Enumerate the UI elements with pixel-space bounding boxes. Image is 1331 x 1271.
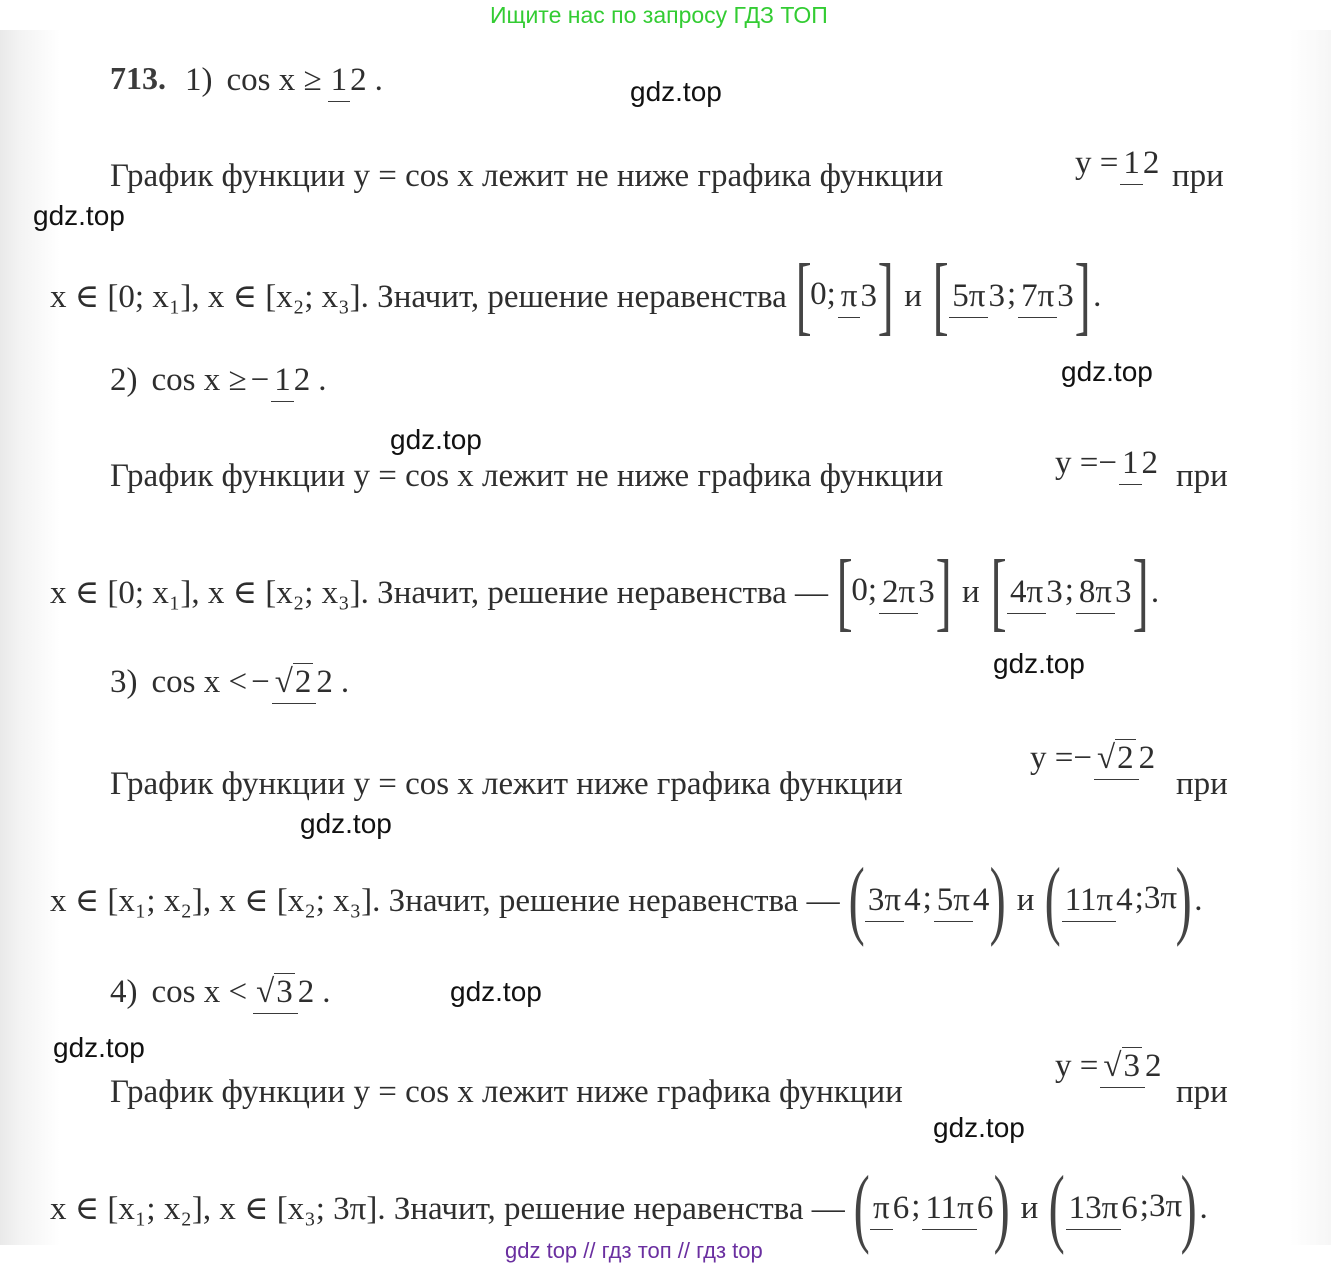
bracket-open: (	[1048, 1159, 1066, 1256]
numerator	[1066, 1190, 1122, 1230]
period: .	[322, 974, 331, 1010]
item-label: 1)	[185, 62, 213, 98]
function-expression	[1075, 145, 1161, 182]
numerator-value: 5π	[936, 881, 970, 918]
interval-2	[1048, 1159, 1197, 1256]
interval-1	[848, 851, 1007, 948]
watermark: gdz.top	[450, 976, 542, 1007]
inequality-1	[185, 62, 383, 99]
problem-number: 713.	[110, 60, 166, 96]
denominator: 3	[988, 277, 1005, 314]
interval-start-fraction	[865, 881, 921, 918]
interval-end-fraction	[838, 277, 877, 314]
bracket-close: ]	[1132, 543, 1149, 640]
numerator-value: 8π	[1078, 573, 1113, 610]
bracket-close: )	[990, 851, 1007, 948]
solution-line	[50, 543, 1160, 640]
semicolon: ;	[1006, 275, 1017, 312]
function-fraction	[1119, 447, 1158, 480]
watermark: gdz.top	[933, 1112, 1025, 1143]
watermark: gdz.top	[630, 76, 722, 107]
interval-end-fraction	[1076, 573, 1132, 610]
numerator-value: 3π	[867, 881, 902, 918]
bottom-banner[interactable]: gdz top // гдз топ // гдз top	[505, 1238, 763, 1263]
word-pri: при	[1176, 458, 1228, 494]
bracket-close: ]	[935, 543, 952, 640]
interval-1	[795, 247, 894, 344]
numerator-value: 7π	[1021, 277, 1055, 314]
interval-start: 0	[851, 571, 868, 608]
denominator: 3	[1057, 277, 1074, 314]
numerator	[1094, 740, 1139, 780]
denominator: 4	[1116, 881, 1133, 918]
minus-sign: −	[250, 362, 270, 398]
denominator: 3	[1046, 573, 1063, 610]
radicand: 2	[294, 664, 312, 700]
period: .	[1093, 277, 1102, 314]
numerator	[271, 362, 294, 402]
numerator	[272, 664, 317, 704]
interval-2	[990, 543, 1149, 640]
radicand: 3	[276, 974, 293, 1010]
y-equals: y =	[1075, 145, 1119, 181]
period: .	[340, 664, 350, 700]
interval-start-fraction	[949, 277, 1005, 314]
period: .	[1150, 573, 1160, 610]
semicolon: ;	[1139, 1187, 1149, 1224]
semicolon: ;	[1134, 879, 1144, 916]
numerator-value: 5π	[952, 277, 986, 314]
statement-line: График функции y = cos x лежит не ниже графика функции	[110, 458, 944, 494]
interval-1	[836, 543, 952, 640]
numerator-value: 11π	[1064, 881, 1114, 918]
numerator	[1120, 145, 1143, 185]
interval-end-fraction	[1018, 277, 1074, 314]
watermark: gdz.top	[53, 1032, 145, 1063]
square-root	[256, 976, 295, 1009]
inequality-lhs: cos x <	[151, 664, 248, 700]
denominator: 2	[1145, 1048, 1162, 1084]
denominator: 2	[1141, 445, 1158, 481]
interval-1	[853, 1159, 1011, 1256]
numerator-value: 4π	[1010, 573, 1044, 610]
numerator	[253, 974, 298, 1014]
interval-start-fraction	[1007, 573, 1063, 610]
numerator-value: 11π	[925, 1189, 974, 1226]
top-banner[interactable]: Ищите нас по запросу ГДЗ ТОП	[490, 2, 828, 28]
inequality-4	[110, 974, 330, 1011]
bracket-close: )	[1175, 851, 1192, 948]
statement-line: График функции y = cos x лежит ниже графика функции	[110, 1074, 903, 1110]
inequality-rhs-fraction	[271, 364, 310, 397]
y-equals: y =	[1055, 1048, 1099, 1084]
conjunction-i: и	[1016, 881, 1035, 918]
period: .	[318, 362, 327, 398]
watermark: gdz.top	[390, 424, 482, 455]
numerator-value: 2π	[882, 573, 916, 610]
denominator: 3	[918, 573, 935, 610]
numerator-value: 1	[330, 62, 348, 98]
bracket-close: )	[1180, 1159, 1197, 1256]
minus-sign: −	[1073, 740, 1092, 776]
interval-2	[932, 247, 1091, 344]
function-expression	[1055, 1048, 1164, 1085]
function-fraction	[1120, 147, 1159, 180]
denominator: 2	[293, 362, 311, 398]
bracket-open: (	[848, 851, 865, 948]
semicolon: ;	[867, 571, 878, 608]
radical-sign-icon: √	[1103, 1048, 1122, 1084]
radical-sign-icon: √	[256, 974, 275, 1010]
solution-line	[50, 851, 1203, 948]
solution-text: x ∈ [0; x₁], x ∈ [x₂; x₃]. Значит, решение неравенства	[50, 279, 787, 315]
bracket-open: [	[990, 543, 1007, 640]
period: .	[374, 62, 383, 98]
interval-end-fraction	[922, 1189, 994, 1226]
square-root	[1097, 742, 1136, 775]
numerator	[870, 1190, 893, 1230]
numerator-value: π	[840, 277, 858, 314]
numerator-value: 1	[1122, 445, 1139, 481]
bracket-open: [	[932, 247, 949, 344]
denominator: 2	[316, 664, 333, 700]
word-pri: при	[1176, 766, 1228, 802]
solution-text: x ∈ [x₁; x₂], x ∈ [x₂; x₃]. Значит, решение неравенства —	[50, 883, 840, 919]
denominator: 2	[1142, 145, 1160, 181]
bracket-open: [	[836, 543, 853, 640]
radicand: 3	[1123, 1048, 1140, 1084]
solution-text: x ∈ [0; x₁], x ∈ [x₂; x₃]. Значит, решение неравенства —	[50, 575, 829, 611]
bracket-open: (	[1044, 851, 1062, 948]
numerator	[865, 882, 904, 922]
bracket-close: ]	[1074, 247, 1091, 344]
radical-sign-icon: √	[1097, 740, 1116, 776]
solution-text: x ∈ [x₁; x₂], x ∈ [x₃; 3π]. Значит, решение неравенства —	[50, 1191, 845, 1227]
minus-sign: −	[1098, 445, 1117, 481]
conjunction-i: и	[962, 573, 980, 610]
semicolon: ;	[826, 275, 836, 312]
interval-end: 3π	[1148, 1187, 1183, 1224]
inequality-2	[110, 362, 326, 399]
numerator-value: 13π	[1068, 1189, 1119, 1226]
numerator	[949, 278, 988, 318]
bracket-close: ]	[877, 247, 894, 344]
interval-start-fraction	[1066, 1189, 1138, 1226]
numerator	[1100, 1048, 1145, 1088]
conjunction-i: и	[904, 277, 922, 314]
word-pri: при	[1172, 158, 1224, 194]
item-label: 3)	[110, 664, 138, 700]
bracket-open: [	[795, 247, 812, 344]
item-label: 4)	[110, 974, 138, 1010]
denominator: 6	[892, 1189, 910, 1226]
inequality-rhs-fraction	[272, 666, 333, 699]
inequality-3	[110, 664, 349, 701]
minus-sign: −	[251, 664, 270, 700]
word-pri: при	[1176, 1074, 1228, 1110]
interval-end: 3π	[1143, 879, 1177, 916]
numerator	[838, 278, 861, 318]
period: .	[1199, 1189, 1208, 1226]
watermark: gdz.top	[993, 648, 1085, 679]
function-fraction	[1100, 1050, 1161, 1083]
statement-line: График функции y = cos x лежит ниже графика функции	[110, 766, 903, 802]
inequality-rhs-fraction	[253, 976, 314, 1009]
radical-sign-icon: √	[274, 664, 293, 700]
interval-end-fraction	[934, 881, 990, 918]
inequality-lhs: cos x ≥	[151, 362, 247, 398]
statement-line: График функции y = cos x лежит не ниже графика функции	[110, 158, 944, 194]
denominator: 6	[1121, 1189, 1138, 1226]
interval-start-fraction	[1062, 881, 1133, 918]
function-expression	[1030, 740, 1157, 777]
inequality-lhs: cos x <	[151, 974, 248, 1010]
semicolon: ;	[1064, 571, 1074, 608]
watermark: gdz.top	[1061, 356, 1153, 387]
semicolon: ;	[911, 1187, 921, 1224]
square-root	[1103, 1050, 1142, 1083]
inequality-lhs: cos x ≥	[226, 62, 322, 98]
bracket-close: )	[993, 1159, 1011, 1256]
interval-start: 0	[810, 275, 827, 312]
item-label: 2)	[110, 362, 138, 398]
interval-2	[1044, 851, 1192, 948]
interval-start-fraction	[870, 1189, 910, 1226]
numerator	[1062, 882, 1116, 922]
numerator-value: π	[873, 1189, 890, 1226]
numerator	[1076, 574, 1115, 614]
numerator	[934, 882, 973, 922]
denominator: 2	[1138, 740, 1156, 776]
function-fraction	[1094, 742, 1155, 775]
function-expression	[1055, 445, 1160, 482]
numerator-value: 1	[274, 362, 291, 398]
period: .	[1194, 881, 1203, 918]
denominator: 3	[1115, 573, 1132, 610]
y-equals: y =	[1055, 445, 1099, 481]
numerator	[1007, 574, 1046, 614]
numerator	[328, 62, 351, 102]
denominator: 3	[860, 277, 877, 314]
conjunction-i: и	[1020, 1189, 1039, 1226]
denominator: 2	[350, 62, 367, 98]
watermark: gdz.top	[33, 200, 125, 231]
denominator: 6	[976, 1189, 994, 1226]
numerator	[1119, 445, 1142, 485]
numerator	[1018, 278, 1057, 318]
y-equals: y =	[1030, 740, 1074, 776]
denominator: 4	[972, 881, 990, 918]
denominator: 2	[297, 974, 315, 1010]
watermark: gdz.top	[300, 808, 392, 839]
square-root	[275, 666, 314, 699]
inequality-rhs-fraction	[328, 64, 367, 97]
bracket-open: (	[853, 1159, 870, 1256]
interval-end-fraction	[879, 573, 935, 610]
numerator-value: 1	[1123, 145, 1140, 181]
numerator	[879, 574, 918, 614]
solution-line	[50, 247, 1102, 344]
numerator	[922, 1190, 976, 1230]
radicand: 2	[1117, 740, 1134, 776]
denominator: 4	[904, 881, 921, 918]
semicolon: ;	[922, 879, 932, 916]
